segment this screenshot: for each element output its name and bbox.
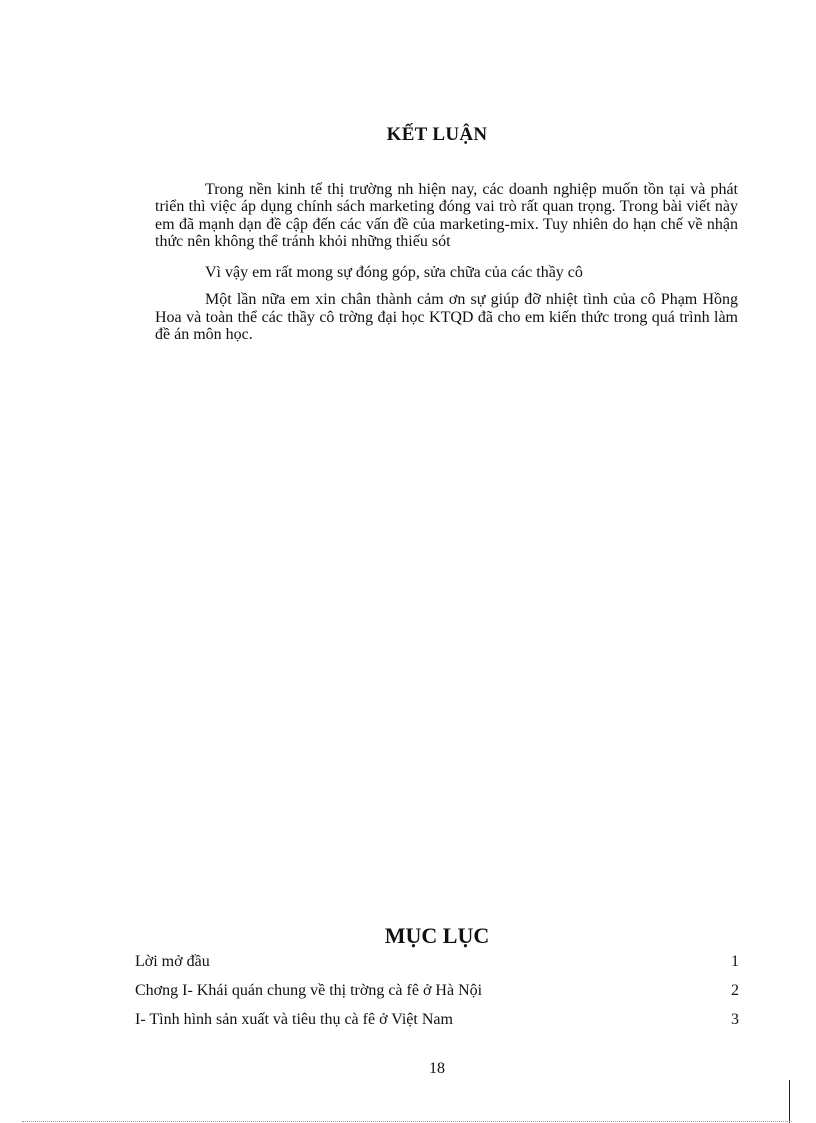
page-number: 18 [429, 1060, 445, 1077]
toc-heading: MỤC LỤC [384, 923, 490, 948]
conclusion-paragraph-3: Một lần nữa em xin chân thành cảm ơn sự giúp đỡ nhiệt tình của cô Phạm Hồng Hoa và toàn thể các thầy cô trờng đại học KTQD đã cho em kiến thức trong quá trình làm đề án môn học. [155, 291, 738, 344]
toc-entry-page: 1 [731, 953, 739, 970]
toc-entry-label: I- Tình hình sản xuất và tiêu thụ cà fê ở Việt Nam [135, 1011, 453, 1028]
conclusion-paragraph-1: Trong nền kinh tế thị trường nh hiện nay, các doanh nghiệp muốn tồn tại và phát triển thì việc áp dụng chính sách marketing đóng vai trò rất quan trọng. Trong bài viết này em đã mạnh dạn đề cập đến các vấn đề của marketing-mix. Tuy nhiên do hạn chế về nhận thức nên không thể tránh khỏi những thiếu sót [155, 181, 738, 250]
toc-entry[interactable] [135, 982, 739, 1011]
toc-entry[interactable] [135, 953, 739, 982]
toc-entry-label: Lời mở đầu [135, 953, 210, 970]
toc-entry[interactable] [135, 1011, 739, 1040]
conclusion-paragraph-2: Vì vậy em rất mong sự đóng góp, sửa chữa của các thầy cô [205, 264, 583, 282]
conclusion-heading: KẾT LUẬN [386, 124, 488, 145]
toc-list [135, 953, 739, 1040]
toc-entry-page: 3 [731, 1011, 739, 1028]
page-border-bottom [22, 1121, 792, 1122]
toc-entry-page: 2 [731, 982, 739, 999]
page-border-right [789, 1080, 790, 1123]
toc-entry-label: Chơng I- Khái quán chung về thị trờng cà fê ở Hà Nội [135, 982, 483, 999]
conclusion-body [155, 181, 738, 343]
